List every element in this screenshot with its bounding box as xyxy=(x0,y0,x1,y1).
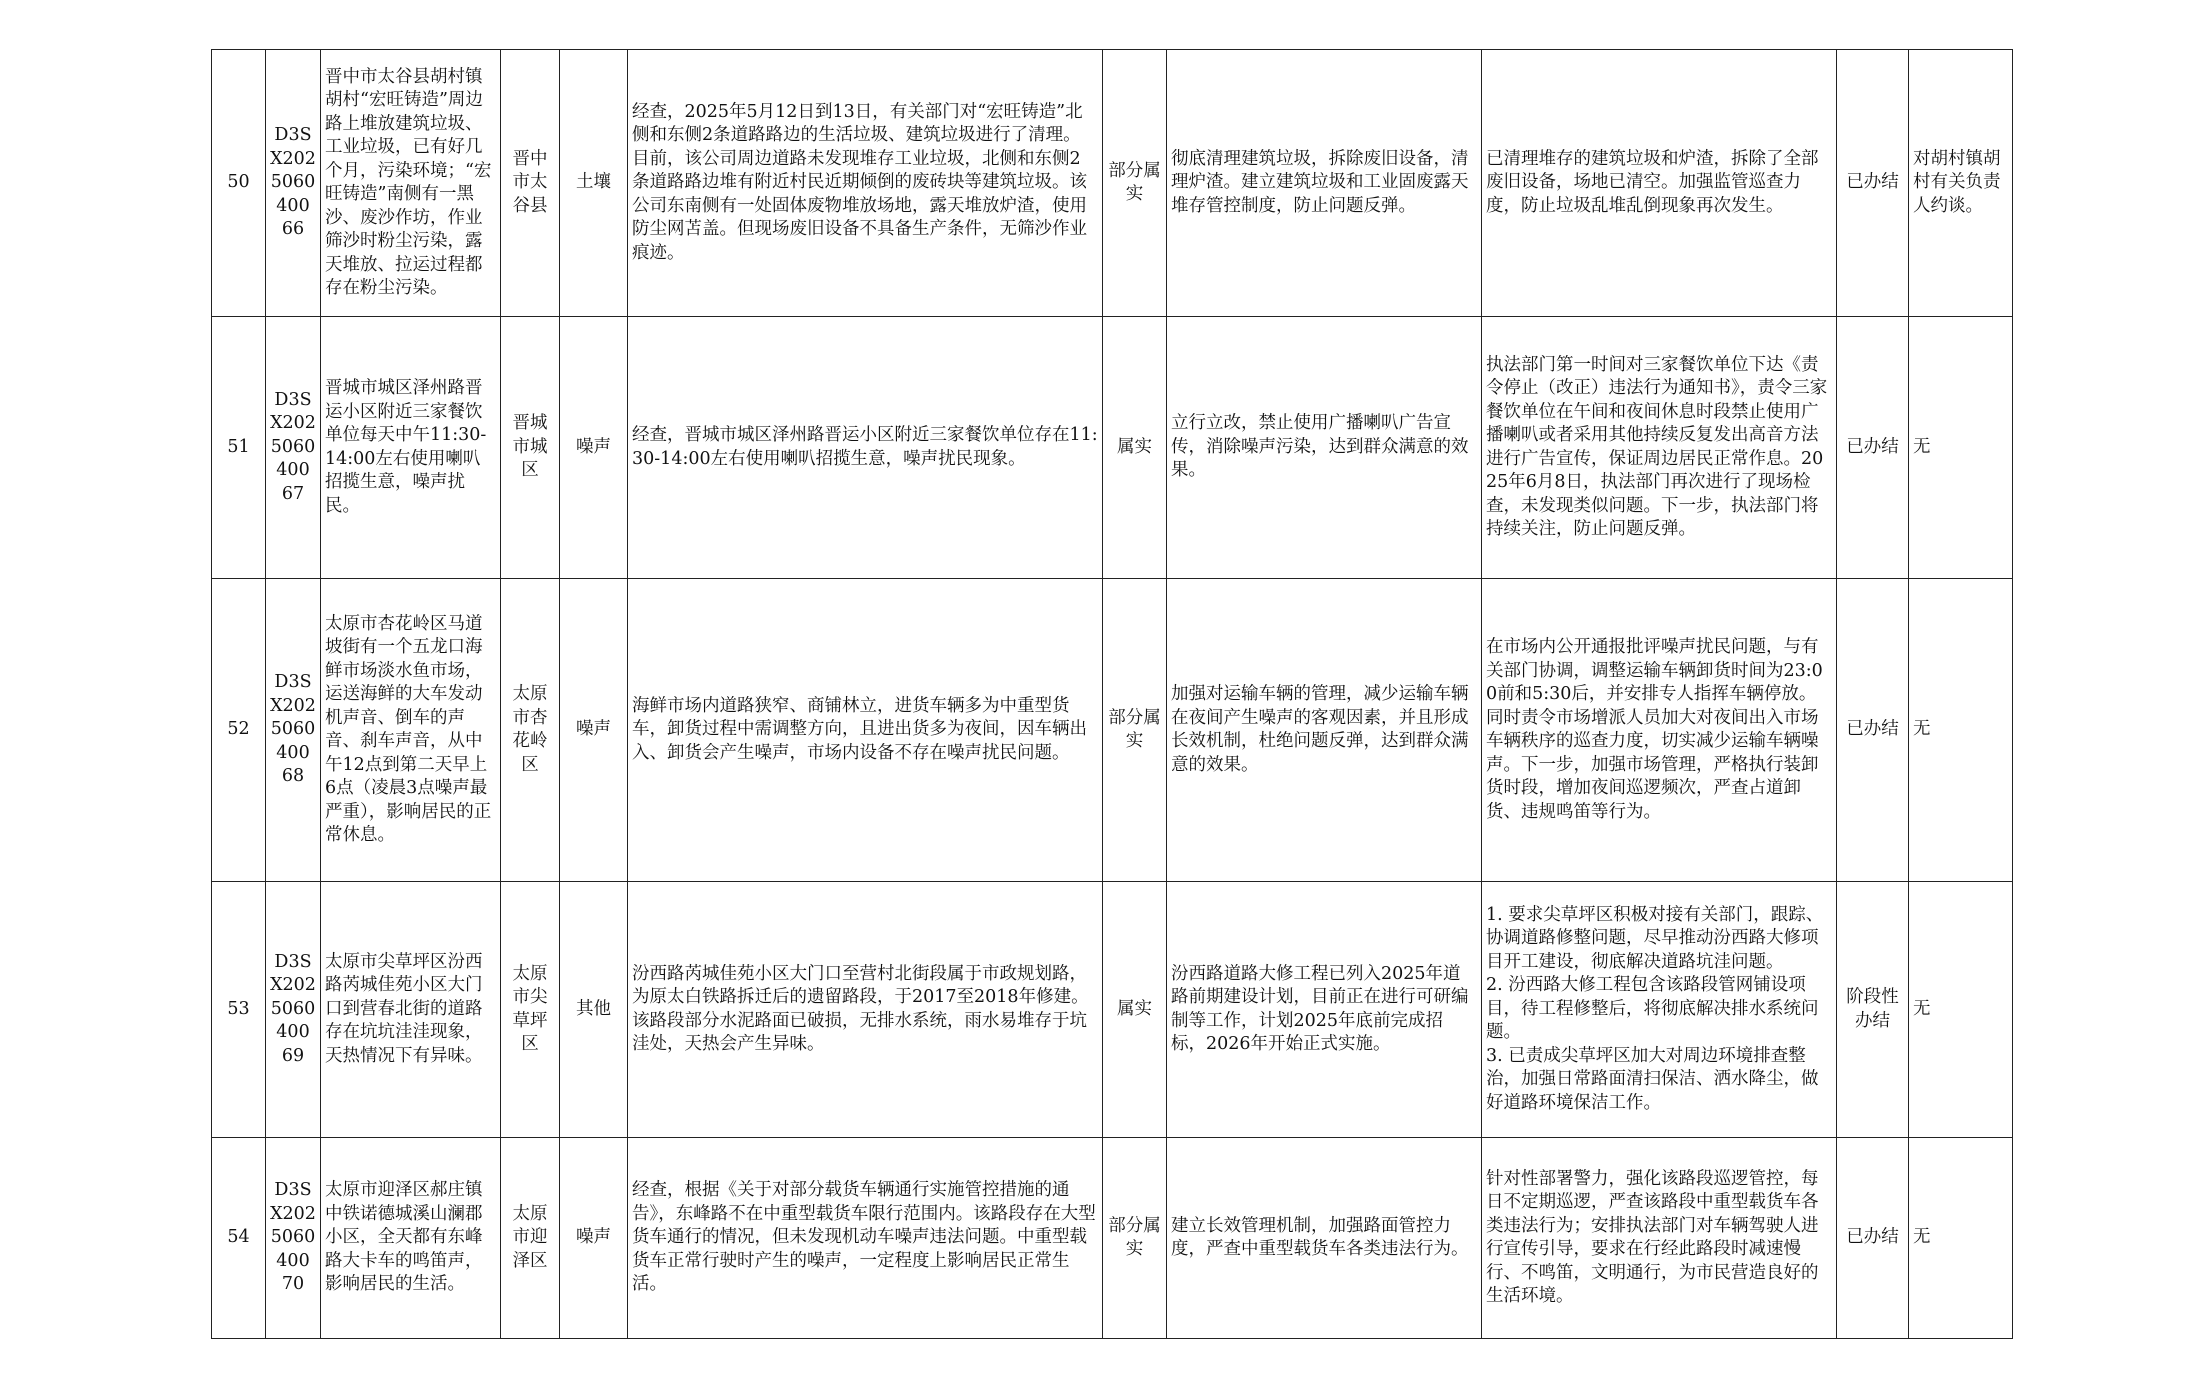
case-code: D3SX2025060400 66 xyxy=(266,50,321,317)
table-row xyxy=(212,50,2013,317)
pollution-type: 其他 xyxy=(560,882,628,1138)
accountability: 无 xyxy=(1909,1138,2013,1339)
row-number: 51 xyxy=(212,317,266,579)
handling-result: 执法部门第一时间对三家餐饮单位下达《责令停止（改正）违法行为通知书》，责令三家餐饮单位在午间和夜间休息时段禁止使用广播喇叭或者采用其他持续反复发出高音方法进行广告宣传，保证周边居民正常作息。2025年6月8日，执法部门再次进行了现场检查，未发现类似问题。下一步，执法部门将持续关注，防止问题反弹。 xyxy=(1482,317,1837,579)
row-number: 54 xyxy=(212,1138,266,1339)
rectification-plan: 汾西路道路大修工程已列入2025年道路前期建设计划，目前正在进行可研编制等工作，计划2025年底前完成招标，2026年开始正式实施。 xyxy=(1167,882,1482,1138)
complaint-content: 太原市迎泽区郝庄镇中铁诺德城溪山澜郡小区，全天都有东峰路大卡车的鸣笛声，影响居民的生活。 xyxy=(321,1138,501,1339)
table-row xyxy=(212,579,2013,882)
table-row xyxy=(212,317,2013,579)
administrative-region: 晋城市城区 xyxy=(501,317,560,579)
verification-verdict: 部分属实 xyxy=(1103,50,1167,317)
rectification-plan: 加强对运输车辆的管理，减少运输车辆在夜间产生噪声的客观因素，并且形成长效机制，杜绝问题反弹，达到群众满意的效果。 xyxy=(1167,579,1482,882)
verification-verdict: 部分属实 xyxy=(1103,1138,1167,1339)
accountability: 对胡村镇胡村有关负责人约谈。 xyxy=(1909,50,2013,317)
rectification-plan: 彻底清理建筑垃圾，拆除废旧设备，清理炉渣。建立建筑垃圾和工业固废露天堆存管控制度，防止问题反弹。 xyxy=(1167,50,1482,317)
case-code: D3SX2025060400 69 xyxy=(266,882,321,1138)
handling-result: 在市场内公开通报批评噪声扰民问题，与有关部门协调，调整运输车辆卸货时间为23:00前和5:30后，并安排专人指挥车辆停放。同时责令市场增派人员加大对夜间出入市场车辆秩序的巡查力度，切实减少运输车辆噪声。下一步，加强市场管理，严格执行装卸货时段，增加夜间巡逻频次，严查占道卸货、违规鸣笛等行为。 xyxy=(1482,579,1837,882)
handling-status: 已办结 xyxy=(1837,317,1909,579)
investigation-findings: 经查，2025年5月12日到13日，有关部门对“宏旺铸造”北侧和东侧2条道路路边的生活垃圾、建筑垃圾进行了清理。目前，该公司周边道路未发现堆存工业垃圾，北侧和东侧2条道路路边堆有附近村民近期倾倒的废砖块等建筑垃圾。该公司东南侧有一处固体废物堆放场地，露天堆放炉渣，使用防尘网苫盖。但现场废旧设备不具备生产条件，无筛沙作业痕迹。 xyxy=(628,50,1103,317)
case-code: D3SX2025060400 68 xyxy=(266,579,321,882)
row-number: 52 xyxy=(212,579,266,882)
table-row xyxy=(212,1138,2013,1339)
administrative-region: 太原市杏花岭区 xyxy=(501,579,560,882)
complaint-content: 晋城市城区泽州路晋运小区附近三家餐饮单位每天中午11:30-14:00左右使用喇叭招揽生意，噪声扰民。 xyxy=(321,317,501,579)
complaint-content: 太原市杏花岭区马道坡街有一个五龙口海鲜市场淡水鱼市场，运送海鲜的大车发动机声音、倒车的声音、刹车声音，从中午12点到第二天早上6点（凌晨3点噪声最严重），影响居民的正常休息。 xyxy=(321,579,501,882)
accountability: 无 xyxy=(1909,579,2013,882)
pollution-type: 噪声 xyxy=(560,579,628,882)
handling-result: 1. 要求尖草坪区积极对接有关部门，跟踪、协调道路修整问题，尽早推动汾西路大修项目开工建设，彻底解决道路坑洼问题。 2. 汾西路大修工程包含该路段管网铺设项目，待工程修整后，将彻底解决排水系统问题。 3. 已责成尖草坪区加大对周边环境排查整治，加强日常路面清扫保洁、洒水降尘，做好道路环境保洁工作。 xyxy=(1482,882,1837,1138)
administrative-region: 太原市尖草坪区 xyxy=(501,882,560,1138)
accountability: 无 xyxy=(1909,882,2013,1138)
rectification-plan: 建立长效管理机制，加强路面管控力度，严查中重型载货车各类违法行为。 xyxy=(1167,1138,1482,1339)
handling-result: 已清理堆存的建筑垃圾和炉渣，拆除了全部废旧设备，场地已清空。加强监管巡查力度，防止垃圾乱堆乱倒现象再次发生。 xyxy=(1482,50,1837,317)
complaint-content: 晋中市太谷县胡村镇胡村“宏旺铸造”周边路上堆放建筑垃圾、工业垃圾，已有好几个月，污染环境；“宏旺铸造”南侧有一黑沙、废沙作坊，作业筛沙时粉尘污染，露天堆放、拉运过程都存在粉尘污染。 xyxy=(321,50,501,317)
handling-status: 已办结 xyxy=(1837,50,1909,317)
administrative-region: 晋中市太谷县 xyxy=(501,50,560,317)
investigation-findings: 汾西路芮城佳苑小区大门口至营村北街段属于市政规划路，为原太白铁路拆迁后的遗留路段，于2017至2018年修建。该路段部分水泥路面已破损，无排水系统，雨水易堆存于坑洼处，天热会产生异味。 xyxy=(628,882,1103,1138)
case-code: D3SX2025060400 67 xyxy=(266,317,321,579)
handling-status: 阶段性办结 xyxy=(1837,882,1909,1138)
handling-result: 针对性部署警力，强化该路段巡逻管控，每日不定期巡逻，严查该路段中重型载货车各类违法行为；安排执法部门对车辆驾驶人进行宣传引导，要求在行经此路段时减速慢行、不鸣笛，文明通行，为市民营造良好的生活环境。 xyxy=(1482,1138,1837,1339)
verification-verdict: 属实 xyxy=(1103,317,1167,579)
row-number: 53 xyxy=(212,882,266,1138)
complaint-content: 太原市尖草坪区汾西路芮城佳苑小区大门口到营春北街的道路存在坑坑洼洼现象，天热情况下有异味。 xyxy=(321,882,501,1138)
handling-status: 已办结 xyxy=(1837,579,1909,882)
handling-status: 已办结 xyxy=(1837,1138,1909,1339)
row-number: 50 xyxy=(212,50,266,317)
administrative-region: 太原市迎泽区 xyxy=(501,1138,560,1339)
accountability: 无 xyxy=(1909,317,2013,579)
pollution-type: 噪声 xyxy=(560,317,628,579)
verification-verdict: 属实 xyxy=(1103,882,1167,1138)
verification-verdict: 部分属实 xyxy=(1103,579,1167,882)
investigation-findings: 经查，根据《关于对部分载货车辆通行实施管控措施的通告》，东峰路不在中重型载货车限行范围内。该路段存在大型货车通行的情况，但未发现机动车噪声违法问题。中重型载货车正常行驶时产生的噪声，一定程度上影响居民正常生活。 xyxy=(628,1138,1103,1339)
rectification-plan: 立行立改，禁止使用广播喇叭广告宣传，消除噪声污染，达到群众满意的效果。 xyxy=(1167,317,1482,579)
pollution-type: 噪声 xyxy=(560,1138,628,1339)
investigation-findings: 经查，晋城市城区泽州路晋运小区附近三家餐饮单位存在11:30-14:00左右使用喇叭招揽生意，噪声扰民现象。 xyxy=(628,317,1103,579)
case-code: D3SX2025060400 70 xyxy=(266,1138,321,1339)
investigation-findings: 海鲜市场内道路狭窄、商铺林立，进货车辆多为中重型货车，卸货过程中需调整方向，且进出货多为夜间，因车辆出入、卸货会产生噪声，市场内设备不存在噪声扰民问题。 xyxy=(628,579,1103,882)
table-row xyxy=(212,882,2013,1138)
complaint-table xyxy=(211,49,2013,1339)
pollution-type: 土壤 xyxy=(560,50,628,317)
